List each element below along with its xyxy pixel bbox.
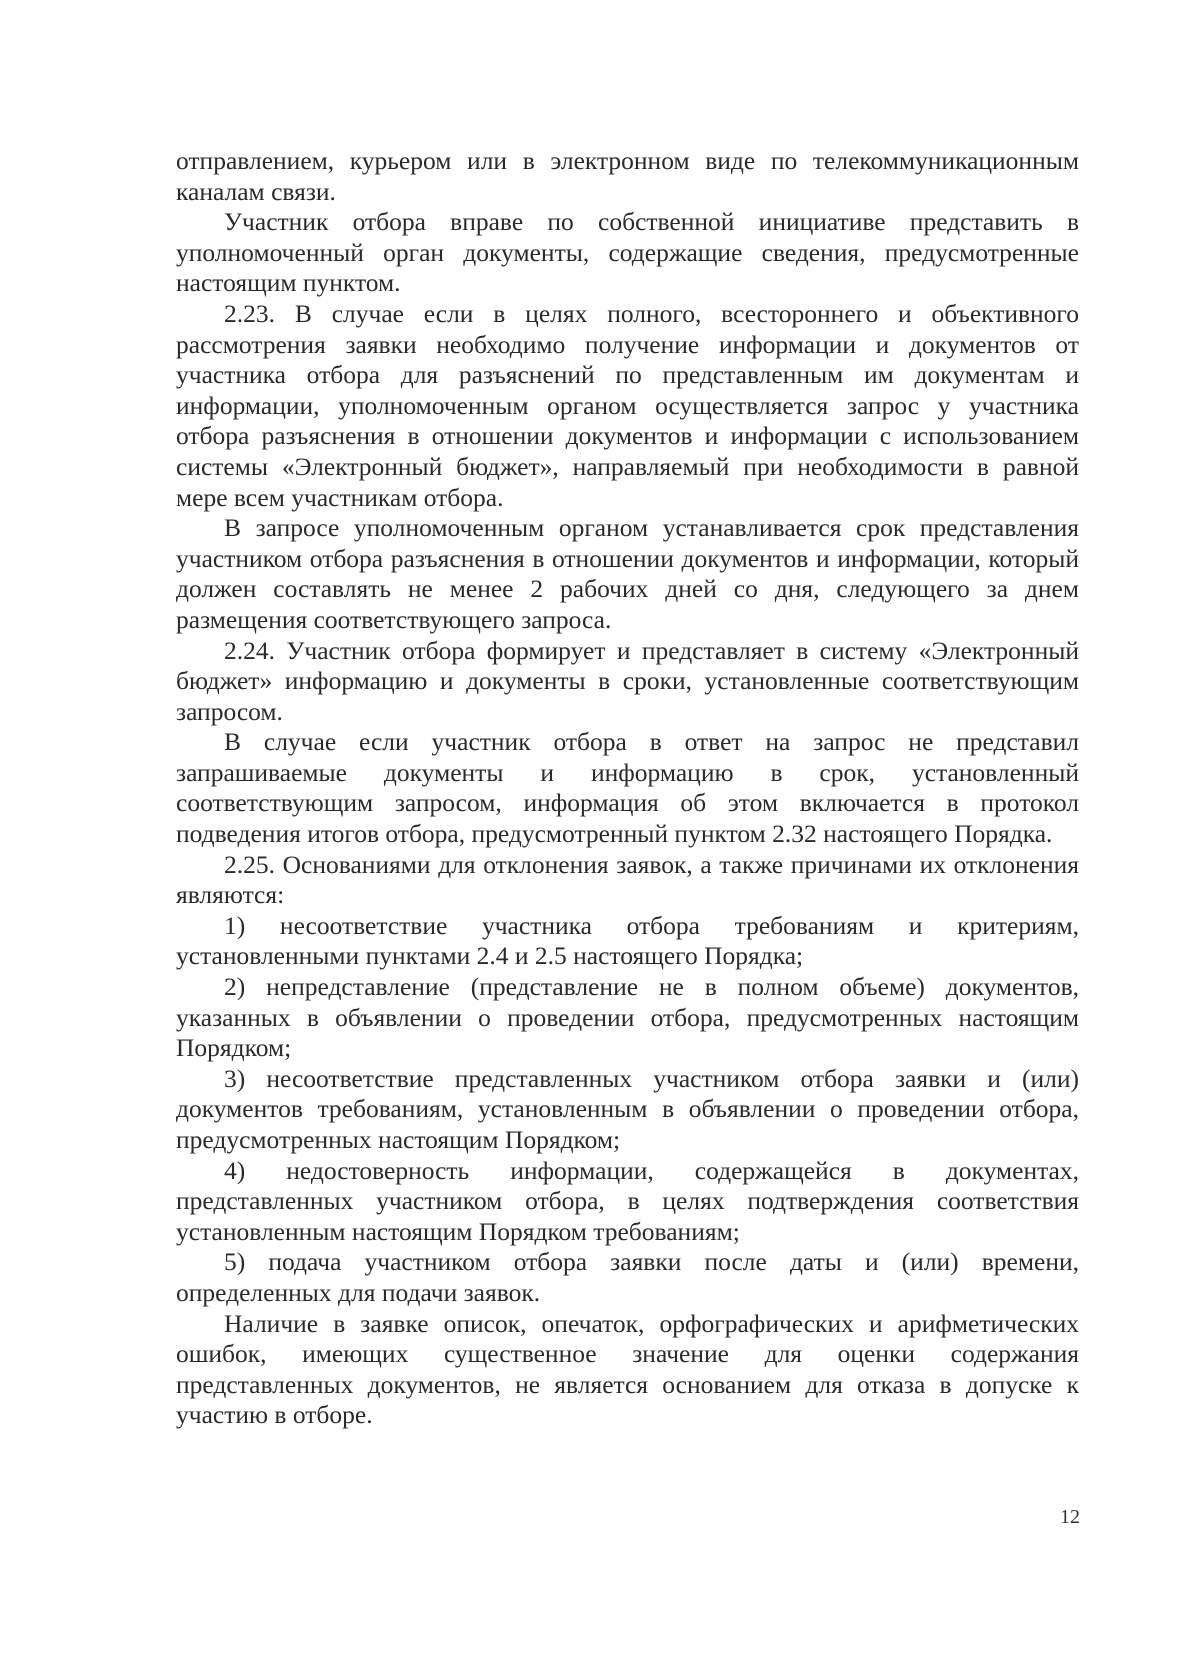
paragraph-7: 2.25. Основаниями для отклонения заявок, а также причинами их отклонения являются: [176, 849, 1079, 910]
paragraph-3: 2.23. В случае если в целях полного, всестороннего и объективного рассмотрения заявки необходимо получение информации и документов от участника отбора для разъяснений по представленным им документам и информации, уполномоченным органом осуществляется запрос у участника отбора разъяснения в отношении документов и информации с использованием системы «Электронный бюджет», направляемый при необходимости в равной мере всем участникам отбора. [176, 298, 1079, 512]
paragraph-2: Участник отбора вправе по собственной инициативе представить в уполномоченный орган документы, содержащие сведения, предусмотренные настоящим пунктом. [176, 207, 1079, 298]
list-item-1: 1) несоответствие участника отбора требованиям и критериям, установленными пунктами 2.4 и 2.5 настоящего Порядка; [176, 910, 1079, 971]
paragraph-4: В запросе уполномоченным органом устанавливается срок представления участником отбора разъяснения в отношении документов и информации, который должен составлять не менее 2 рабочих дней со дня, следующего за днем размещения соответствующего запроса. [176, 513, 1079, 634]
list-item-3: 3) несоответствие представленных участником отбора заявки и (или) документов требованиям, установленным в объявлении о проведении отбора, предусмотренных настоящим Порядком; [176, 1063, 1079, 1154]
paragraph-5: 2.24. Участник отбора формирует и представляет в систему «Электронный бюджет» информацию и документы в сроки, установленные соответствующим запросом. [176, 635, 1079, 726]
paragraph-1: отправлением, курьером или в электронном виде по телекоммуникационным каналам связи. [176, 146, 1079, 206]
paragraph-final: Наличие в заявке описок, опечаток, орфографических и арифметических ошибок, имеющих существенное значение для оценки содержания представленных документов, не является основанием для отказа в допуске к участию в отборе. [176, 1308, 1079, 1430]
paragraph-6: В случае если участник отбора в ответ на запрос не представил запрашиваемые документы и информацию в срок, установленный соответствующим запросом, информация об этом включается в протокол подведения итогов отбора, предусмотренный пунктом 2.32 настоящего Порядка. [176, 727, 1079, 849]
list-item-4: 4) недостоверность информации, содержащейся в документах, представленных участником отбора, в целях подтверждения соответствия установленным настоящим Порядком требованиям; [176, 1155, 1079, 1246]
list-item-5: 5) подача участником отбора заявки после даты и (или) времени, определенных для подачи заявок. [176, 1247, 1079, 1307]
page-number: 12 [1060, 1506, 1080, 1528]
document-body [176, 146, 1079, 1431]
list-item-2: 2) непредставление (представление не в полном объеме) документов, указанных в объявлении о проведении отбора, предусмотренных настоящим Порядком; [176, 972, 1079, 1063]
